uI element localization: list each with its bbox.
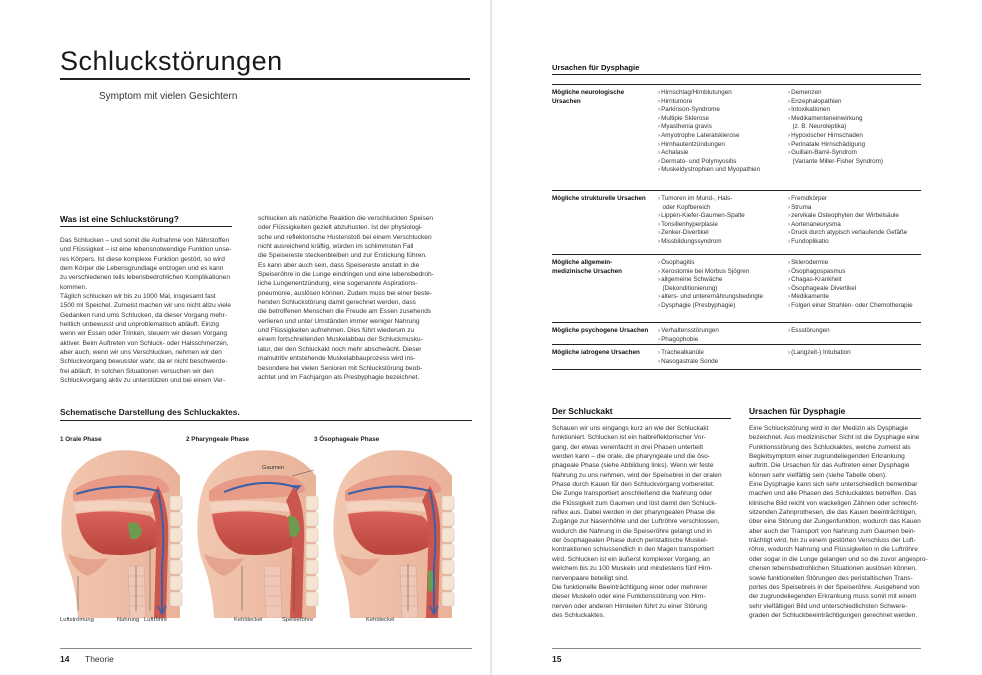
label-speiseroehre: Speiseröhre (282, 617, 314, 623)
cause-item (658, 106, 760, 115)
cause-item-text: Druck durch atypisch verlaufende Gefäße (791, 229, 908, 237)
schema-divider (60, 420, 472, 421)
table-cause-column (788, 327, 830, 336)
text-line: malnutritiv entstehende Muskelabbauprozess wird ins- (258, 355, 416, 363)
text-line: bezeichnet. Aus medizinischer Sicht ist die Dysphagie eine (749, 434, 920, 442)
text-line: des Schluckaktes. (552, 611, 605, 619)
text-line: Gedanken rund ums Schlucken, da dieser Vorgang mehr- (60, 311, 228, 319)
bullet-arrow-icon: › (658, 220, 661, 228)
bullet-arrow-icon: › (788, 259, 791, 266)
bullet-arrow-icon: › (788, 327, 791, 334)
text-line: henden Schluckstörung damit gerechnet werden, dass (258, 299, 416, 307)
table-cause-column (658, 327, 719, 344)
table-row-header (552, 349, 656, 358)
text-line: Begleitsymptom einer zugrundeliegenden Erkrankung (749, 453, 905, 461)
table-row-header (552, 89, 656, 106)
cause-item-text: Hypoxischer Hirnschaden (791, 131, 863, 139)
text-line: oder sogar in die Lunge gelangen und so die zuvor angespro- (749, 555, 928, 563)
text-line: oder Flüssigkeiten gezielt abzuhusten. Ist der physiologi- (258, 224, 423, 232)
cause-item-text: Struma (791, 203, 812, 211)
table-row-header (552, 327, 656, 336)
text-line: Eine Dysphagie kann sich sehr unterschiedlich bemerkbar (749, 481, 918, 489)
cause-item-text: Multiple Sklerose (661, 114, 710, 122)
text-line: die Flüssigkeit zum Gaumen und löst damit den Schluck- (552, 499, 717, 507)
bullet-arrow-icon: › (788, 140, 791, 148)
cause-item (788, 149, 883, 158)
text-line: werden kann – die orale, die pharyngeale und die öso- (552, 453, 710, 461)
text-line: achtet und im Fachjargon als Presbyphagie bezeichnet. (258, 373, 420, 381)
text-line: reflex aus. Dabei werden in der pharyngealen Phase die (552, 509, 716, 517)
text-line: Zugänge zur Nasenhöhle und der Luftröhre verschlossen, (552, 518, 720, 526)
bullet-arrow-icon: › (788, 195, 791, 202)
bullet-arrow-icon: › (788, 97, 791, 105)
cause-item-text: zervikale Osteophyten der Wirbelsäule (791, 212, 899, 220)
text-line: der zugrundeliegenden Erkrankung muss somit mit einem (749, 593, 917, 601)
text-line: sehr vielfältigen Bild und unterschiedlichsten Schwere- (749, 602, 908, 610)
text-line: Phase durch Kauen für den Schluckvorgang vorbereitet. (552, 481, 715, 489)
cause-item (788, 293, 913, 302)
text-line: und Flüssigkeit – ist eine lebensnotwendige Funktion unse- (60, 246, 232, 254)
cause-item (788, 115, 883, 124)
cause-item (788, 158, 883, 167)
label-kehldeckel-1: Kehldeckel (234, 617, 263, 623)
text-line: und Flüssigkeiten aufnehmen. Dies führt wiederum zu (258, 327, 415, 335)
cause-item-text: Guillain-Barré-Syndrom (791, 149, 857, 157)
text-line: Eine Schluckstörung wird in der Medizin als Dysphagie (749, 425, 909, 432)
causes-table (552, 84, 921, 370)
cause-item-text: Fremdkörper (791, 195, 828, 202)
text-line: können sehr vielfältig sein (siehe Tabelle oben). (749, 471, 887, 479)
cause-item-text: Parkinson-Syndrome (661, 106, 720, 114)
text-line: pneumonie, auslösen können. Zudem muss bei einer beste- (258, 289, 432, 297)
cause-item (788, 302, 913, 311)
table-heading: Ursachen für Dysphagie (552, 63, 640, 72)
text-line: 1500 ml Speichel. Zumeist machen wir uns nicht allzu viele (60, 302, 232, 310)
text-line: aber auch der Transport von Nahrung zum Gaumen bein- (749, 527, 916, 535)
bullet-arrow-icon: › (658, 195, 661, 202)
table-row (552, 322, 921, 344)
cause-item-text: Ösophagospasmus (791, 267, 846, 275)
cause-item (658, 115, 760, 124)
bullet-arrow-icon: › (658, 237, 661, 245)
bullet-arrow-icon: › (788, 267, 791, 275)
table-row-header-line: Mögliche neurologische (552, 89, 625, 96)
bullet-arrow-icon: › (788, 349, 791, 356)
schema-heading: Schematische Darstellung des Schluckaktes. (60, 407, 240, 417)
footer-divider-left (60, 648, 472, 649)
text-line: chenen lebensbedrohlichen Situationen auslösen können, (749, 565, 917, 573)
bullet-arrow-icon: › (788, 220, 791, 228)
bullet-arrow-icon: › (788, 114, 791, 122)
cause-item (658, 229, 745, 238)
text-line: sitzenden Zahnprothesen, die das Kauen beeinträchtigen, (749, 509, 917, 517)
text-line: zu verschiedenen teils lebensbedrohlichen Komplikationen (60, 274, 230, 282)
bullet-arrow-icon: › (788, 131, 791, 139)
cause-item-text: Trachealkanüle (661, 349, 704, 356)
text-line: nicht ausreichend kräftig, würden im schlimmsten Fall (258, 243, 414, 251)
bullet-arrow-icon (658, 285, 662, 292)
section-heading-ursachen: Ursachen für Dysphagie (749, 406, 846, 416)
text-line: nervenpaare beteiligt sind. (552, 574, 629, 582)
text-line: kontraktionen schlussendlich in den Magen transportiert (552, 546, 714, 554)
cause-item-text: (z. B. Neuroleptika) (792, 123, 847, 131)
cause-item (658, 123, 760, 132)
bullet-arrow-icon: › (788, 284, 791, 292)
text-line: die betroffenen Menschen die Freude am Essen zusehends (258, 308, 432, 316)
cause-item (788, 259, 913, 268)
text-line: latur, der den Schluckakt noch mehr abschwächt. Dieser (258, 345, 422, 353)
bullet-arrow-icon: › (658, 131, 661, 139)
text-line: aber auch, wenn wir uns Verschlucken, nehmen wir den (60, 349, 222, 357)
bullet-arrow-icon: › (788, 106, 791, 114)
section-divider (60, 226, 232, 227)
bullet-arrow-icon: › (658, 166, 661, 174)
bullet-arrow-icon: › (658, 212, 661, 220)
table-cause-column (788, 195, 907, 247)
text-line: dem Körper die Lebensgrundlage entzogen und es kann (60, 265, 224, 273)
text-line: sowie funktionellen Störungen des peristaltischen Trans- (749, 574, 913, 582)
bullet-arrow-icon (658, 204, 662, 211)
text-line: Täglich schlucken wir bis zu 1000 Mal, insgesamt fast (60, 293, 216, 301)
cause-item (788, 106, 883, 115)
text-column-2 (258, 214, 473, 382)
cause-item (788, 238, 907, 247)
page-title: Schluckstörungen (60, 46, 283, 76)
cause-item (658, 276, 763, 285)
bullet-arrow-icon: › (658, 97, 661, 105)
cause-item (788, 204, 907, 213)
text-line: Die Zunge transportiert anschließend die Nahrung oder (552, 490, 713, 498)
text-line: nerven oder anderen Hirnteilen führt zu einer Störung (552, 602, 708, 610)
cause-item (658, 302, 763, 311)
cause-item-text: Hirnhautentzündungen (661, 140, 725, 148)
cause-item (788, 327, 830, 336)
label-luftstroemung: Luftströmung (60, 617, 94, 623)
cause-item-text: Muskeldystrophien und Myopathien (661, 166, 761, 174)
table-cause-column (658, 195, 745, 247)
text-line: trächtigt wird, hin zu einem gestörten Verschluss der Luft- (749, 537, 916, 545)
bullet-arrow-icon: › (658, 349, 661, 356)
text-line: schlucken als natürliche Reaktion die verschluckten Speisen (258, 215, 434, 222)
bullet-arrow-icon: › (658, 149, 661, 157)
cause-item-text: Myasthenia gravis (661, 123, 712, 131)
table-row-header-line: Mögliche allgemein- (552, 259, 613, 266)
cause-item-text: Nasogastrale Sonde (661, 357, 719, 365)
cause-item-text: Tonsillenhyperplasie (661, 220, 718, 228)
cause-item-text: Sklerodermie (791, 259, 829, 266)
page-number-left: 14 (60, 654, 70, 664)
label-luftroehre: Luftröhre (144, 617, 168, 623)
bullet-arrow-icon: › (658, 301, 661, 309)
text-line: welchem bis zu 100 Muskeln und mindestens fünf Hirn- (552, 565, 713, 573)
cause-item (658, 166, 760, 175)
text-line: verlieren und unter Umständen immer weniger Nahrung (258, 317, 420, 325)
cause-item (658, 327, 719, 336)
swallowing-diagram (58, 446, 474, 618)
cause-item (658, 293, 763, 302)
section-divider (749, 418, 921, 419)
text-column-4 (749, 424, 927, 620)
cause-item (658, 349, 718, 358)
cause-item-text: Folgen einer Strahlen- oder Chemotherapie (791, 301, 913, 309)
cause-item (658, 89, 760, 98)
cause-item (658, 212, 745, 221)
cause-item-text: (Variante Miller-Fisher Syndrom) (792, 157, 884, 165)
table-row (552, 190, 921, 254)
text-line: der ösophagealen Phase durch peristaltische Muskel- (552, 537, 708, 545)
cause-item-text: (Dekonditionierung) (662, 284, 718, 292)
cause-item-text: Dermato- und Polymyositis (661, 157, 737, 165)
text-line: sche und reflektorische Hustenstoß bei einem Verschlucken (258, 233, 432, 241)
cause-item (658, 204, 745, 213)
cause-item (658, 149, 760, 158)
cause-item-text: Chagas-Krankheit (791, 276, 842, 284)
text-line: besondere bei vielen Senioren mit Schluckstörung beob- (258, 364, 423, 372)
cause-item (788, 123, 883, 132)
cause-item-text: Hirnschlag/Hirnblutungen (661, 89, 732, 96)
cause-item-text: Dysphagie (Presbyphagie) (661, 301, 736, 309)
bullet-arrow-icon: › (788, 89, 791, 96)
cause-item (788, 229, 907, 238)
bullet-arrow-icon: › (658, 276, 661, 284)
text-line: funktioniert. Schlucken ist ein halbreflektorischer Vor- (552, 434, 706, 442)
cause-item (788, 98, 883, 107)
cause-item (788, 276, 913, 285)
cause-item-text: Aortenaneurysma (791, 220, 841, 228)
cause-item (788, 89, 883, 98)
table-cause-column (658, 259, 763, 311)
cause-item (658, 285, 763, 294)
table-cause-column (788, 259, 913, 311)
text-line: aktiver. Beim Auftreten von Schluck- oder Halsschmerzen, (60, 339, 229, 347)
cause-item (658, 336, 719, 345)
text-line: über eine Störung der Zungenfunktion, wodurch das Kauen (749, 518, 921, 526)
cause-item (788, 221, 907, 230)
text-line: heitlich unbewusst und unproblematisch abläuft. Einzig (60, 321, 220, 329)
table-cause-column (658, 89, 760, 175)
diagram-phase-2 (197, 450, 318, 618)
table-row-header-line: medizinische Ursachen (552, 267, 622, 275)
table-row-header-line: Ursachen (552, 97, 581, 105)
table-cause-column (788, 349, 851, 358)
cause-item-text: Phagophobie (661, 335, 699, 343)
text-line: portes des Speisebreis in der Speiseröhre. Ausgehend von (749, 583, 920, 591)
cause-item-text: Amyotrophe Lateralsklerose (661, 131, 740, 139)
bullet-arrow-icon: › (788, 203, 791, 211)
cause-item-text: Demenzen (791, 89, 822, 96)
cause-item (788, 141, 883, 150)
cause-item (658, 238, 745, 247)
bullet-arrow-icon: › (658, 123, 661, 131)
bullet-arrow-icon: › (788, 237, 791, 245)
text-line: Das Schlucken – und somit die Aufnahme von Nährstoffen (60, 237, 230, 244)
bullet-arrow-icon: › (788, 301, 791, 309)
cause-item (658, 358, 718, 367)
cause-item (788, 349, 851, 358)
cause-item-text: Medikamenteneinwirkung (791, 114, 863, 122)
cause-item (658, 132, 760, 141)
cause-item (658, 259, 763, 268)
cause-item-text: allgemeine Schwäche (661, 276, 723, 284)
cause-item-text: Xerostomie bei Morbus Sjögren (661, 267, 750, 275)
bullet-arrow-icon: › (658, 114, 661, 122)
bullet-arrow-icon (788, 123, 792, 130)
text-line: liche Lungenentzündung, eine sogenannte Aspirations- (258, 280, 418, 288)
cause-item-text: Ösophagitis (661, 259, 695, 266)
text-line: phageale Phase (siehe Abbildung links). Wenn wir feste (552, 462, 714, 470)
cause-item-text: Medikamente (791, 293, 829, 301)
table-row-header-line: Mögliche iatrogene Ursachen (552, 349, 640, 356)
cause-item (658, 141, 760, 150)
cause-item (658, 268, 763, 277)
bullet-arrow-icon: › (788, 229, 791, 237)
table-heading-divider (552, 74, 921, 75)
cause-item (788, 285, 913, 294)
cause-item-text: Intoxikationen (791, 106, 830, 114)
page-number-right: 15 (552, 654, 562, 664)
section-heading-what-is: Was ist eine Schluckstörung? (60, 214, 179, 224)
cause-item-text: Tumoren im Mund-, Hals- (661, 195, 733, 202)
footer-section-name: Theorie (85, 654, 114, 664)
text-line: wodurch die Nahrung in die Speiseröhre gelangt und in (552, 527, 712, 535)
cause-item-text: oder Kopfbereich (662, 203, 711, 211)
phase-label-oral: 1 Orale Phase (60, 436, 102, 443)
bullet-arrow-icon: › (658, 357, 661, 365)
text-line: res Körpers. Ist diese komplexe Funktion gestört, so wird (60, 255, 225, 263)
phase-label-pharyngeal: 2 Pharyngeale Phase (186, 436, 250, 443)
cause-item-text: Missbildungssyndrom (661, 237, 722, 245)
text-line: Schauen wir uns eingangs kurz an wie der Schluckakt (552, 425, 709, 432)
label-nahrung: Nahrung (117, 617, 140, 623)
diagram-phase-1 (61, 450, 182, 618)
cause-item (658, 195, 745, 204)
table-row (552, 254, 921, 322)
text-column-3 (552, 424, 734, 620)
bullet-arrow-icon (788, 158, 792, 165)
bullet-arrow-icon: › (788, 149, 791, 157)
cause-item-text: Verhaltensstörungen (661, 327, 719, 334)
cause-item (658, 98, 760, 107)
bullet-arrow-icon: › (658, 229, 661, 237)
text-line: dieser Muskeln oder eine Funktionsstörung von Hirn- (552, 593, 706, 601)
table-cause-column (658, 349, 718, 366)
bullet-arrow-icon: › (788, 276, 791, 284)
text-line: Funktionsstörung des Schluckaktes, welche zumeist als (749, 443, 911, 451)
section-heading-schluckakt: Der Schluckakt (552, 406, 613, 416)
bullet-arrow-icon: › (658, 259, 661, 266)
bullet-arrow-icon: › (658, 89, 661, 96)
text-line: Es kann aber auch sein, dass Speisereste anstatt in die (258, 261, 420, 269)
cause-item-text: Essstörungen (791, 327, 830, 334)
cause-item-text: Zenker-Divertikel (661, 229, 709, 237)
text-line: kommen. (60, 283, 87, 291)
text-line: die Speisereste steckenbleiben und zur Erstickung führen. (258, 252, 427, 260)
text-line: frei abläuft. In solchen Situationen versuchen wir den (60, 367, 214, 375)
cause-item-text: Ösophageale Divertikel (791, 284, 857, 292)
text-line: Schluckvorgang aktiv zu unterstützen und bei einem Ver- (60, 377, 226, 385)
bullet-arrow-icon: › (658, 335, 661, 343)
bullet-arrow-icon: › (658, 106, 661, 114)
text-line: wenn wir Essen oder Trinken, steuern wir diesen Vorgang (60, 330, 228, 338)
cause-item-text: Hirntumore (661, 97, 693, 105)
text-line: einem fortschreitenden Muskelabbau der Schluckmusku- (258, 336, 423, 344)
bullet-arrow-icon: › (658, 140, 661, 148)
table-row-header-line: Mögliche psychogene Ursachen (552, 327, 649, 334)
cause-item (788, 195, 907, 204)
text-line: Schluckvorgang bewusster wahr, da er nicht beschwerde- (60, 358, 228, 366)
cause-item-text: Perinatale Hirnschädigung (791, 140, 865, 148)
bullet-arrow-icon: › (658, 327, 661, 334)
text-line: röhre, wodurch Nahrung und Flüssigkeiten in die Luftröhre (749, 546, 918, 554)
cause-item (788, 268, 913, 277)
bullet-arrow-icon: › (658, 293, 661, 301)
label-gaumen: Gaumen (262, 465, 285, 471)
table-row (552, 344, 921, 370)
footer-divider-right (552, 648, 921, 649)
phase-label-esophageal: 3 Ösophageale Phase (314, 436, 380, 443)
text-line: Die funktionelle Beeinträchtigung einer oder mehrerer (552, 583, 708, 591)
text-line: machen und alle Phasen des Schluckaktes betreffen. Das (749, 490, 917, 498)
bullet-arrow-icon: › (658, 157, 661, 165)
cause-item-text: Fundoplikatio (791, 237, 829, 245)
bullet-arrow-icon: › (788, 293, 791, 301)
cause-item (788, 132, 883, 141)
text-line: gang, der etwas vereinfacht in drei Phasen unterteilt (552, 443, 704, 451)
cause-item (788, 212, 907, 221)
table-row-header (552, 259, 656, 276)
cause-item-text: Achalasie (661, 149, 689, 157)
text-line: klinische Bild reicht von wackeligen Zähnen oder schlecht- (749, 499, 919, 507)
diagram-phase-3 (333, 450, 454, 618)
table-row-header (552, 195, 656, 204)
cause-item-text: alters- und unterernährungsbedingte (661, 293, 763, 301)
text-column-1 (60, 236, 240, 386)
cause-item-text: Lippen-Kiefer-Gaumen-Spalte (661, 212, 745, 220)
page-subtitle: Symptom mit vielen Gesichtern (99, 91, 238, 102)
cause-item-text: (Langzeit-) Intubation (791, 349, 851, 356)
bullet-arrow-icon: › (788, 212, 791, 220)
cause-item (658, 158, 760, 167)
label-kehldeckel-2: Kehldeckel (366, 617, 395, 623)
section-divider (552, 418, 731, 419)
table-row-header-line: Mögliche strukturelle Ursachen (552, 195, 646, 202)
text-line: Speiseröhre in die Lunge eindringen und eine lebensbedroh- (258, 271, 434, 279)
text-line: auftritt. Die Ursachen für das Auftreten einer Dysphagie (749, 462, 910, 470)
cause-item-text: Enzephalopathien (791, 97, 842, 105)
text-line: Nahrung zu uns nehmen, wird der Speisebrei in der oralen (552, 471, 722, 479)
cause-item (658, 221, 745, 230)
text-line: wird. Schlucken ist ein äußerst komplexer Vorgang, an (552, 555, 710, 563)
table-cause-column (788, 89, 883, 166)
bullet-arrow-icon: › (658, 267, 661, 275)
book-gutter (490, 0, 492, 675)
table-row (552, 84, 921, 190)
text-line: graden der Schluckbeeinträchtigungen gerechnet werden. (749, 611, 918, 619)
title-divider (60, 78, 470, 80)
